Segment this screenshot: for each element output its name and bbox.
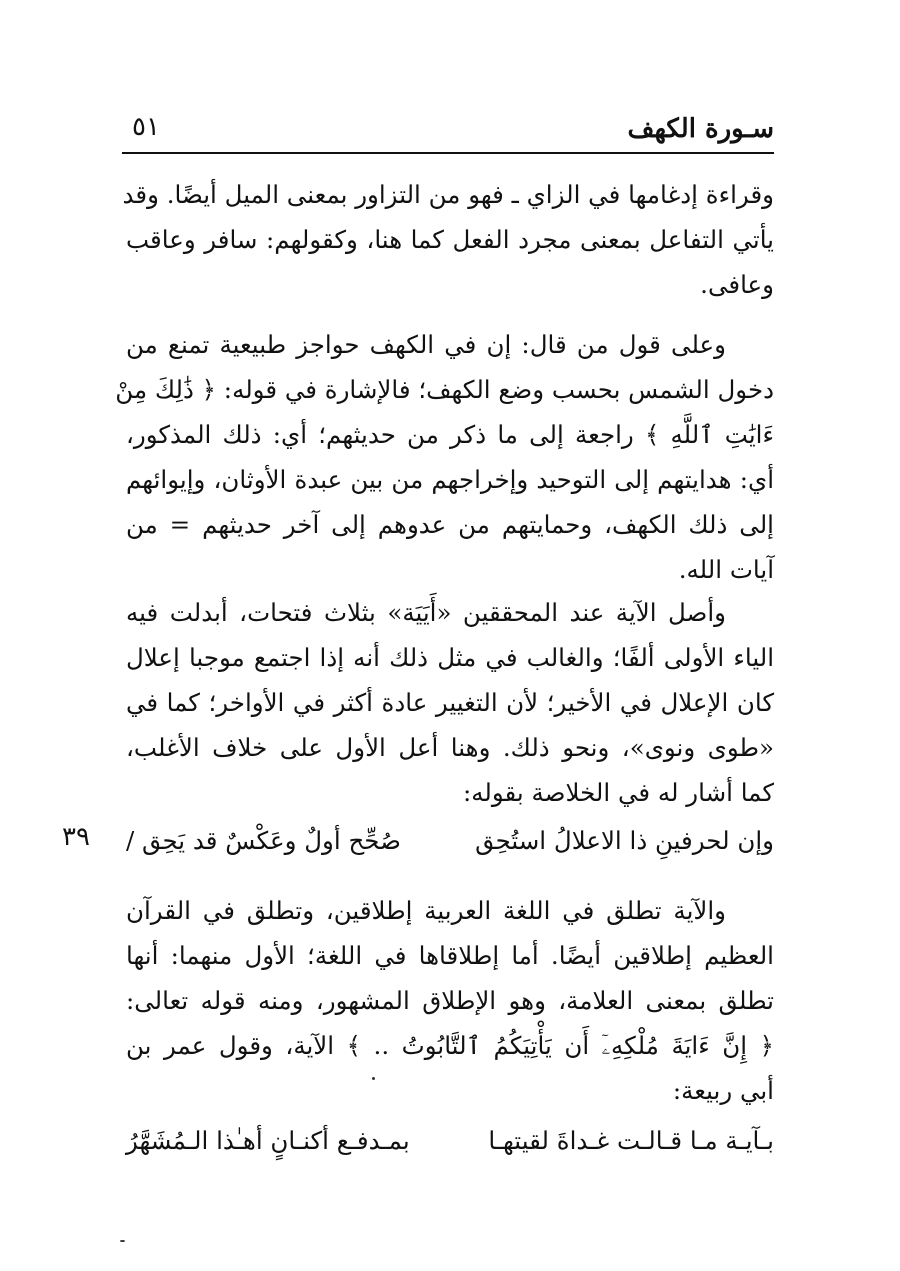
text-line: كان الإعلال في الأخير؛ لأن التغيير عادة أكثر في الأواخر؛ كما في <box>126 688 774 717</box>
verse-hemistich: بمـدفـع أكنـانٍ أهـٰذا الـمُشَهَّرُ <box>126 1126 410 1155</box>
paragraph-4 <box>126 888 774 1113</box>
poetry-verse-2 <box>126 1126 774 1170</box>
text-line: ﴿ إِنَّ ءَايَةَ مُلْكِهِۦٓ أَن يَأْتِيَكُمُ ٱلتَّابُوتُ .. ﴾ الآية، وقول عمر بن <box>126 1031 774 1060</box>
text-line: الياء الأولى ألفًا؛ والغالب في مثل ذلك أنه إذا اجتمع موجبا إعلال <box>126 643 774 672</box>
surah-title: سـورة الكهف <box>627 114 774 144</box>
text-line: أبي ربيعة: <box>672 1076 774 1105</box>
page-number: ٥١ <box>132 112 160 142</box>
text-line: وعلى قول من قال: إن في الكهف حواجز طبيعية تمنع من <box>126 330 727 359</box>
text-line: «طوى ونوى»، ونحو ذلك. وهنا أعل الأول على خلاف الأغلب، <box>126 733 774 762</box>
verse-hemistich: صُحِّح أولٌ وعَكْسٌ قد يَحِق / <box>126 826 401 855</box>
text-line: العظيم إطلاقين أيضًا. أما إطلاقاها في اللغة؛ الأول منهما: أنها <box>126 941 774 970</box>
text-line: والآية تطلق في اللغة العربية إطلاقين، وتطلق في القرآن <box>126 896 726 925</box>
text-line: إلى ذلك الكهف، وحمايتهم من عدوهم إلى آخر حديثهم = من <box>126 510 774 539</box>
ink-speck <box>372 1077 375 1080</box>
text-line: ءَايَٰتِ ٱللَّهِ ﴾ راجعة إلى ما ذكر من حديثهم؛ أي: ذلك المذكور، <box>126 420 774 449</box>
text-line: دخول الشمس بحسب وضع الكهف؛ فالإشارة في قوله: ﴿ ذَٰلِكَ مِنْ <box>115 375 774 404</box>
paragraph-1 <box>122 172 774 307</box>
text-line: يأتي التفاعل بمعنى مجرد الفعل كما هنا، وكقولهم: سافر وعاقب <box>126 225 774 254</box>
paragraph-2 <box>115 322 774 592</box>
poetry-verse-1 <box>126 826 774 870</box>
verse-hemistich: بـآيـة مـا قـالـت غـداةَ لقيتهـا <box>488 1126 774 1155</box>
text-line: آيات الله. <box>678 555 774 584</box>
text-line: وقراءة إدغامها في الزاي ـ فهو من التزاور بمعنى الميل أيضًا. وقد <box>122 180 774 209</box>
verse-hemistich: وإن لحرفينِ ذا الاعلالُ استُحِق <box>475 826 774 855</box>
paragraph-3 <box>126 590 774 815</box>
text-line: وأصل الآية عند المحققين «أَيَيَة» بثلاث فتحات، أبدلت فيه <box>126 598 726 627</box>
text-line: كما أشار له في الخلاصة بقوله: <box>463 778 774 807</box>
margin-page-marker: ٣٩ <box>62 822 90 852</box>
ink-speck <box>120 1240 125 1242</box>
text-line: تطلق بمعنى العلامة، وهو الإطلاق المشهور، ومنه قوله تعالى: <box>126 986 774 1015</box>
text-line: أي: هدايتهم إلى التوحيد وإخراجهم من بين عبدة الأوثان، وإيوائهم <box>126 465 774 494</box>
page-header <box>122 108 774 154</box>
text-line: وعافى. <box>700 270 774 299</box>
